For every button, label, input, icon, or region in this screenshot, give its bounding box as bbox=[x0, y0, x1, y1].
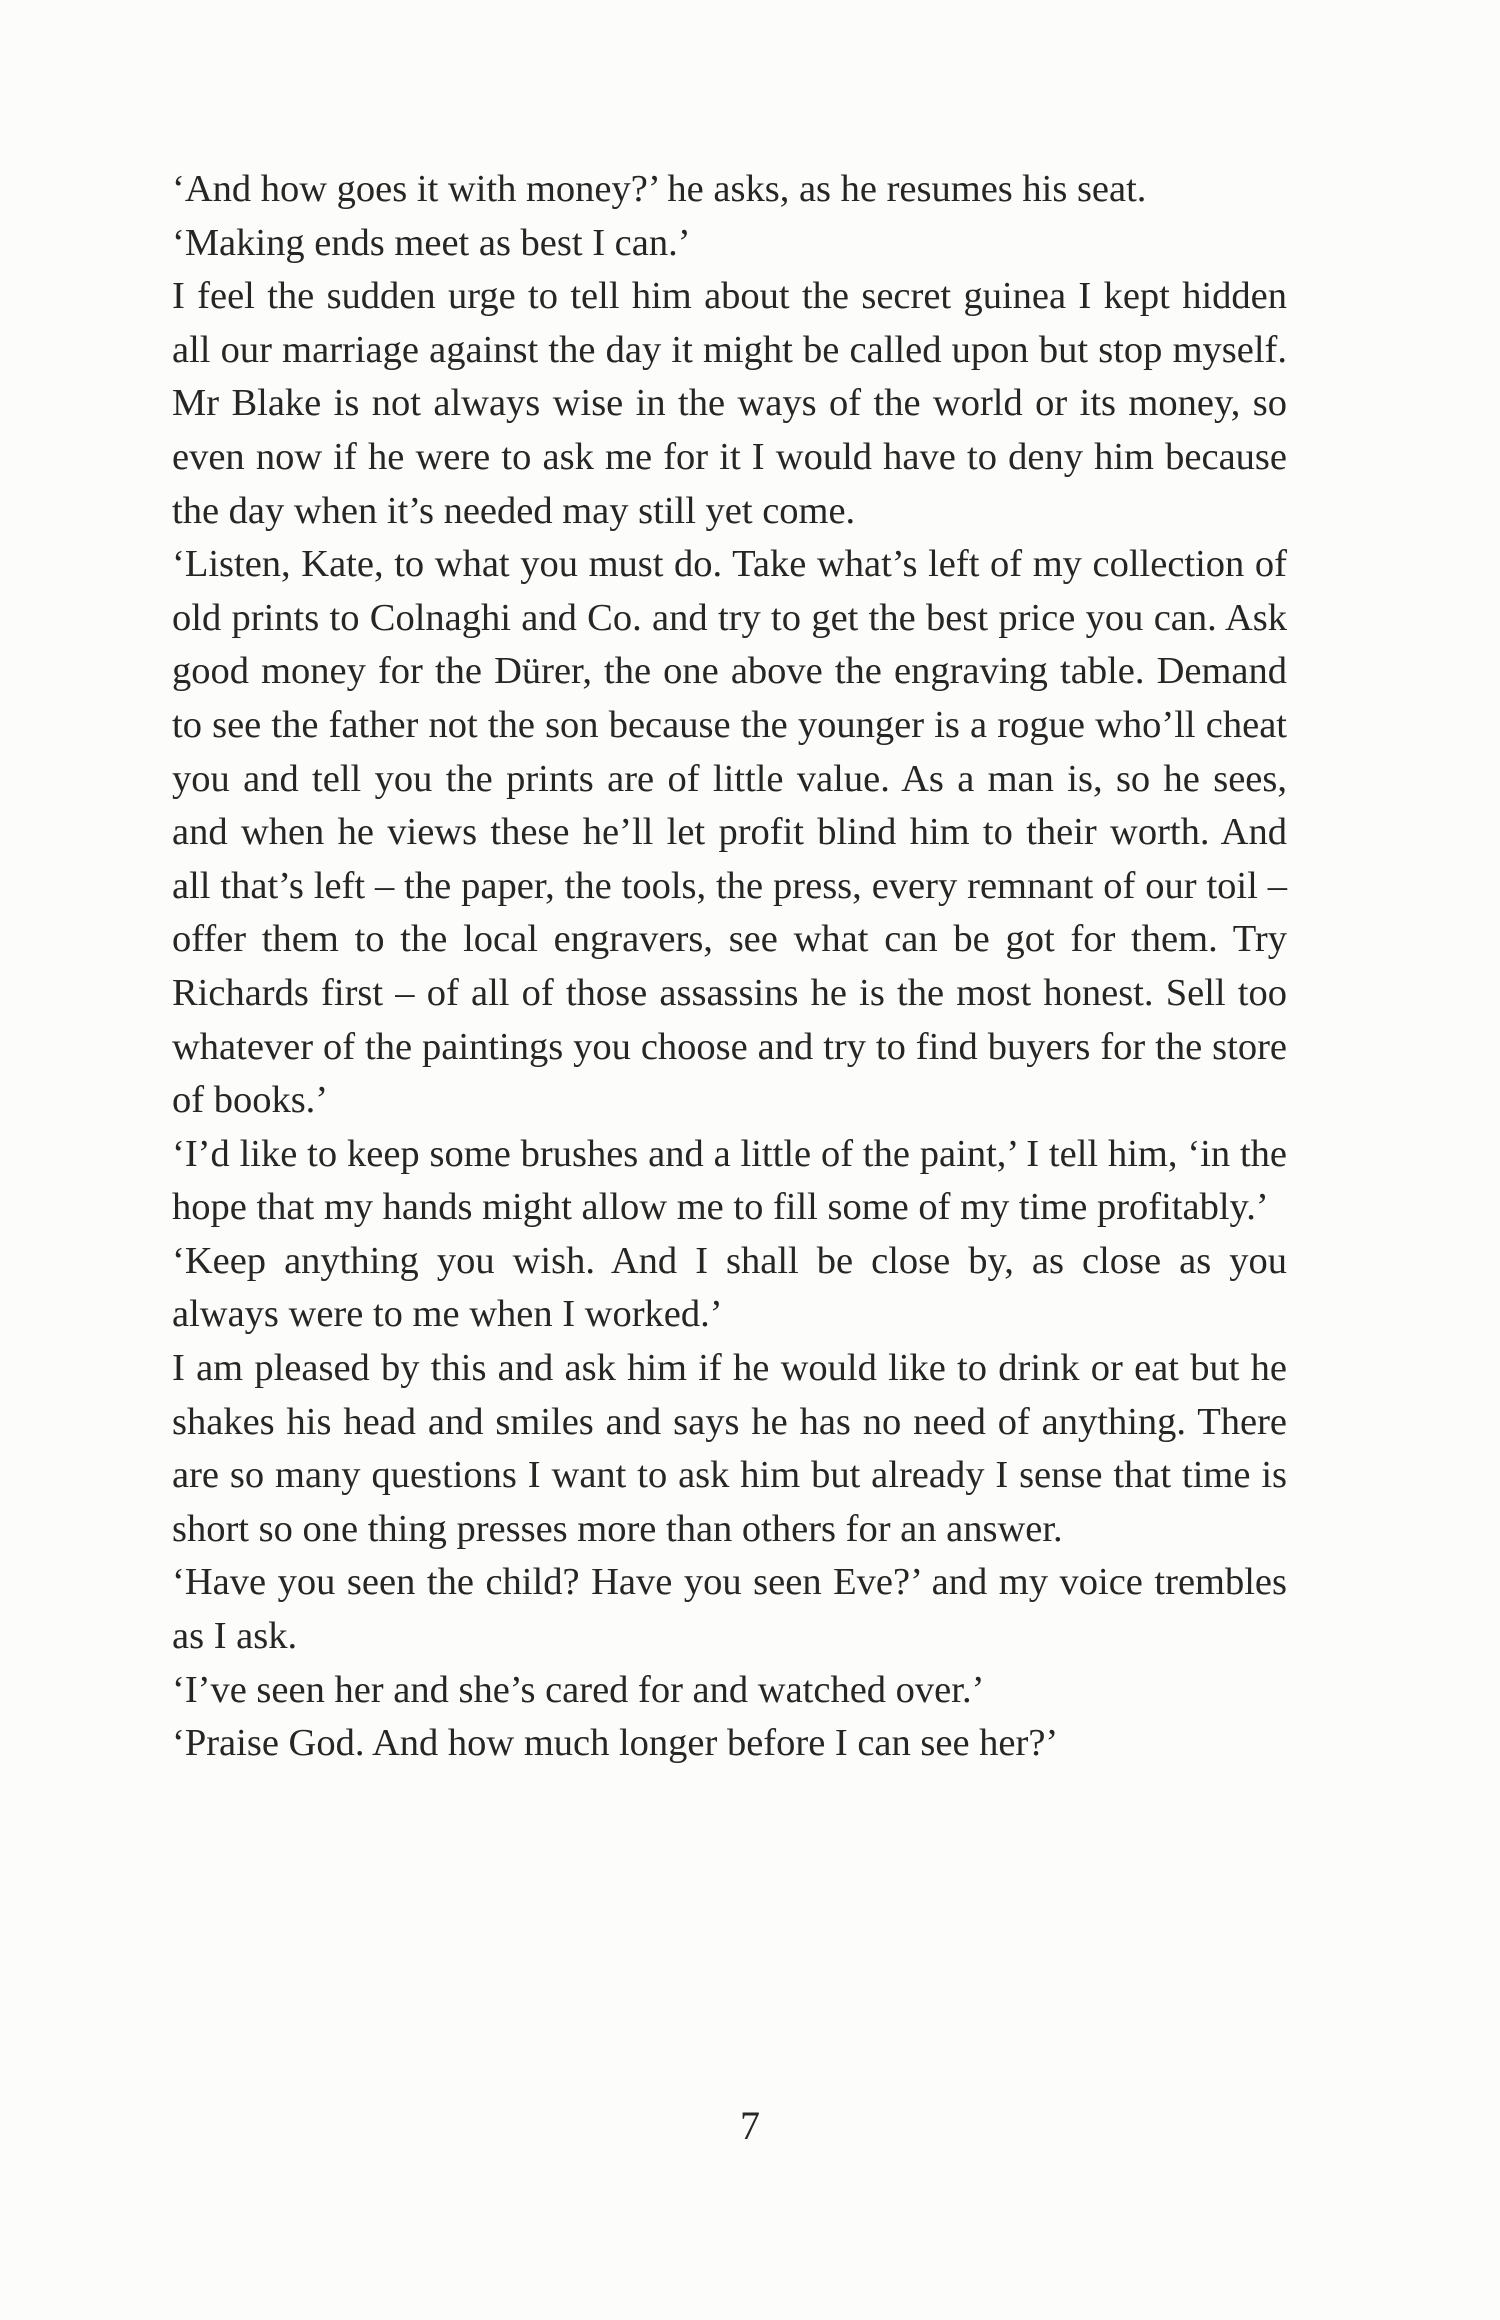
paragraph-5: ‘I’d like to keep some brushes and a little of the paint,’ I tell him, ‘in the hope that my hands might allow me to fill some of my time profitably.’ bbox=[172, 1132, 1287, 1229]
paragraph-9: ‘I’ve seen her and she’s cared for and watched over.’ bbox=[172, 1668, 985, 1711]
page-number: 7 bbox=[740, 2103, 760, 2148]
paragraph-6: ‘Keep anything you wish. And I shall be close by, as close as you always were to me when I worked.’ bbox=[172, 1239, 1287, 1336]
paragraph-4: ‘Listen, Kate, to what you must do. Take what’s left of my collection of old prints to Colnaghi and Co. and try to get the best price you can. Ask good money for the Dürer, the one above the engraving table. Demand to see the father not the son because the younger is a rogue who’ll cheat you and tell you the prints are of little value. As a man is, so he sees, and when he views these he’ll let profit blind him to their worth. And all that’s left – the paper, the tools, the press, every remnant of our toil – offer them to the local engravers, see what can be got for them. Try Richards first – of all of those assassins he is the most honest. Sell too whatever of the paintings you choose and try to find buyers for the store of books.’ bbox=[172, 543, 1287, 1122]
paragraph-1: ‘And how goes it with money?’ he asks, as he resumes his seat. bbox=[172, 168, 1147, 210]
paragraph-7: I am pleased by this and ask him if he would like to drink or eat but he shakes his head and smiles and says he has no need of anything. There are so many questions I want to ask him but already I sense that time is short so one thing presses more than others for an answer. bbox=[172, 1347, 1287, 1550]
paragraph-2: ‘Making ends meet as best I can.’ bbox=[172, 221, 691, 264]
paragraph-10: ‘Praise God. And how much longer before I can see her?’ bbox=[172, 1722, 1059, 1765]
body-text bbox=[172, 163, 1287, 1771]
paragraph-3: I feel the sudden urge to tell him about the secret guinea I kept hidden all our marriage against the day it might be called upon but stop myself. Mr Blake is not always wise in the ways of the world or its money, so even now if he were to ask me for it I would have to deny him because the day when it’s needed may still yet come. bbox=[172, 275, 1287, 532]
paragraph-8: ‘Have you seen the child? Have you seen Eve?’ and my voice trembles as I ask. bbox=[172, 1561, 1287, 1658]
